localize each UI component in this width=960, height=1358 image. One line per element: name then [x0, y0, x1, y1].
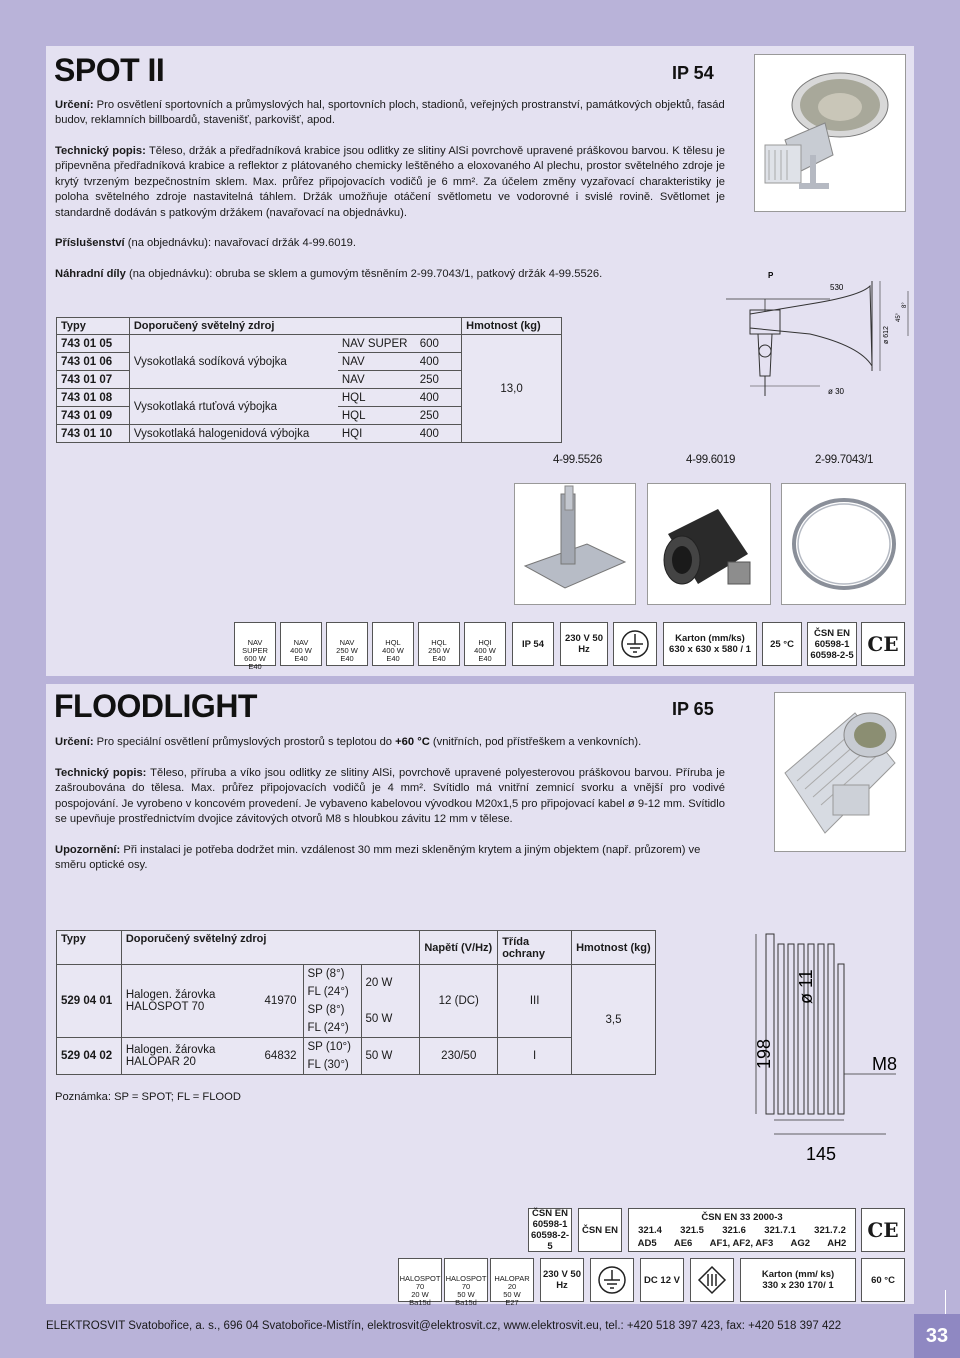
lamp-icon: NAV 250 W E40 — [326, 622, 368, 666]
table-row-lamp: NAV — [338, 371, 416, 389]
spot-th-hmotnost: Hmotnost (kg) — [462, 318, 562, 335]
norm3-title: ČSN EN 33 2000-3 — [701, 1212, 783, 1223]
norm-box-2: ČSN EN — [578, 1208, 622, 1252]
ce-mark-icon: CE — [861, 622, 905, 666]
flood-popis-label: Technický popis: — [55, 767, 147, 779]
table-row-code: 743 01 08 — [57, 389, 130, 407]
spot-table — [56, 317, 562, 443]
page-divider — [945, 1290, 946, 1314]
spot-prisl-label: Příslušenství — [55, 237, 125, 249]
table-row-w: 250 — [416, 371, 462, 389]
dim-11: ø 11 — [796, 969, 816, 1004]
footer-contact: ELEKTROSVIT Svatobořice, a. s., 696 04 Svatobořice-Mistřín, elektrosvit@elektrosvit.cz, www.elektrosvit.eu, tel.: +420 518 397 423, fax: +420 518 397 422 — [46, 1320, 842, 1332]
norm3-val: AD5 — [637, 1238, 657, 1249]
flood-th-trida: Třída ochrany — [498, 931, 572, 965]
flood-row2-src: Halogen. žárovka HALOPAR 20 — [125, 1044, 216, 1068]
beam-label: FL (24°) — [307, 986, 349, 998]
lamp-icon: HALOPAR 20 50 W E27 — [490, 1258, 534, 1302]
table-row-code: 743 01 06 — [57, 353, 130, 371]
flood-row1-volt: 12 (DC) — [420, 965, 498, 1038]
dim-8: 8° — [902, 302, 908, 308]
norm3-code: 321.6 — [722, 1225, 746, 1236]
flood-upoz-text: Při instalaci je potřeba dodržet min. vzdálenost 30 mm mezi skleněným krytem a jiným objektem (např. průzorem) ve směru optické osy. — [55, 844, 701, 872]
spot-title: SPOT II — [54, 52, 165, 88]
norm3-code: 321.7.2 — [814, 1225, 846, 1236]
spot-product-photo — [754, 54, 906, 212]
table-row-code: 743 01 09 — [57, 407, 130, 425]
table-row-code: 743 01 07 — [57, 371, 130, 389]
flood-row1-class: III — [498, 965, 572, 1038]
norm3-val: AG2 — [790, 1238, 811, 1249]
dim-p: P — [768, 271, 774, 280]
ce-mark-icon: CE — [861, 1208, 905, 1252]
dim-145: 145 — [806, 1144, 837, 1164]
lamp-icon: NAV 400 W E40 — [280, 622, 322, 666]
lamp-icon: HALOSPOT 70 20 W Ba15d — [398, 1258, 442, 1302]
flood-th-typy: Typy — [57, 931, 122, 965]
flood-row2-class: I — [498, 1038, 572, 1075]
beam-label: FL (24°) — [307, 1022, 349, 1034]
norm3-code: 321.5 — [680, 1225, 704, 1236]
lamp-icon: HALOSPOT 70 50 W Ba15d — [444, 1258, 488, 1302]
table-row-lamp: NAV — [338, 353, 416, 371]
flood-weight: 3,5 — [572, 965, 656, 1075]
karton-box: Karton (mm/ ks) 330 x 230 170/ 1 — [740, 1258, 856, 1302]
table-row-lamp: HQI — [338, 425, 416, 443]
flood-panel — [46, 684, 914, 1307]
temp-box: 60 °C — [861, 1258, 905, 1302]
flood-th-zdroj: Doporučený světelný zdroj — [121, 931, 419, 965]
temp-box: 25 °C — [762, 622, 802, 666]
dim-530: 530 — [830, 283, 844, 292]
acc-label-1: 4-99.5526 — [553, 454, 603, 466]
spot-prisl-text: (na objednávku): navařovací držák 4-99.6019. — [124, 237, 357, 249]
beam-label: FL (30°) — [307, 1059, 349, 1071]
spot-nd-text: (na objednávku): obruba se sklem a gumovým těsněním 2-99.7043/1, patkový držák 4-99.5526. — [125, 268, 603, 280]
flood-row1-num: 41970 — [264, 995, 297, 1007]
acc-photo-patkovy-drzak — [514, 483, 636, 605]
voltage-box: 230 V 50 Hz — [560, 622, 608, 666]
lamp-icon: HQL 400 W E40 — [372, 622, 414, 666]
ground-icon — [590, 1258, 634, 1302]
watt-label: 50 W — [365, 1013, 393, 1025]
flood-th-hmotnost: Hmotnost (kg) — [572, 931, 656, 965]
spot-popis-label: Technický popis: — [55, 145, 146, 157]
spot-th-zdroj: Doporučený světelný zdroj — [129, 318, 461, 335]
lamp-icon: HQI 400 W E40 — [464, 622, 506, 666]
acc-photo-obruba — [781, 483, 906, 605]
spot-panel — [46, 46, 914, 676]
flood-urceni-tail: (vnitřních, pod přístřeškem a venkovních). — [429, 736, 642, 748]
spot-ip-rating: IP 54 — [672, 63, 714, 83]
flood-urceni-temp: +60 °C — [395, 736, 430, 748]
flood-urceni-label: Určení: — [55, 736, 94, 748]
norm3-code: 321.7.1 — [764, 1225, 796, 1236]
karton-box: Karton (mm/ks) 630 x 630 x 580 / 1 — [663, 622, 757, 666]
flood-product-photo — [774, 692, 906, 852]
watt-label: 50 W — [361, 1038, 420, 1075]
spot-dimension-drawing — [720, 266, 910, 406]
flood-table — [56, 930, 656, 1075]
spot-weight: 13,0 — [462, 335, 562, 443]
acc-label-2: 4-99.6019 — [686, 454, 736, 466]
flood-upoz-label: Upozornění: — [55, 844, 121, 856]
spot-urceni-text: Pro osvětlení sportovních a průmyslových hal, sportovních ploch, stadionů, veřejných prostranství, památkových objektů, fasád budov, reklamních billboardů, stavenišť, parkovišť, apod. — [55, 99, 725, 127]
norm-box: ČSN EN 60598-1 60598-2-5 — [807, 622, 857, 666]
source-halogen: Vysokotlaká halogenidová výbojka — [129, 425, 337, 443]
beam-label: SP (8°) — [307, 968, 345, 980]
dim-m8: M8 — [872, 1054, 898, 1074]
table-row-w: 400 — [416, 389, 462, 407]
voltage-box: 230 V 50 Hz — [540, 1258, 584, 1302]
table-row-w: 400 — [416, 425, 462, 443]
table-row-code: 743 01 10 — [57, 425, 130, 443]
table-row-lamp: NAV SUPER — [338, 335, 416, 353]
dim-45: 45° — [896, 312, 902, 322]
beam-label: SP (8°) — [307, 1004, 345, 1016]
class-iii-icon — [690, 1258, 734, 1302]
flood-title: FLOODLIGHT — [54, 688, 257, 724]
flood-row2-num: 64832 — [264, 1050, 297, 1062]
flood-row1-src: Halogen. žárovka HALOSPOT 70 — [125, 989, 216, 1013]
beam-label: SP (10°) — [307, 1041, 351, 1053]
lamp-icon: HQL 250 W E40 — [418, 622, 460, 666]
flood-popis-text: Těleso, příruba a víko jsou odlitky ze slitiny AlSi, povrchově upravené polyesterovou práškovou barvou. Příruba je zašroubována do tělesa. Max. průřez připojovacích vodičů je 4 mm². Svítidlo má vnitřní zemnicí svorku a vnější pro vodivé pospojování. Je vyrobeno v koncovém provedení. Je vybaveno kabelovou vývodkou M20x1,5 pro připojovací kabel ø 9-12 mm. Svítidlo se upevňuje prostřednictvím dvojice závitových otvorů M8 s hloubkou závitu 12 mm v tělese. — [55, 767, 725, 826]
spot-popis-text: Těleso, držák a předřadníková krabice jsou odlitky ze slitiny AlSi povrchově upravené práškovou barvou. K tělesu je připevněna předřadníková krabice a reflektor z plátovaného chemicky leštěného a eloxovaného Al plechu, prostor světelného zdroje je krytý tvrzeným bezpečnostním sklem. Max. průřez připojovacích vodičů je 6 mm². Za účelem změny vyzařovací charakteristiky je poloha světelného zdroje nastavitelná táhlem. Držák umožňuje otáčení světlometu ve vodorovné i svislé rovině. Světlomet je standardně dodáván s patkovým držákem (navařovací na objednávku). — [55, 145, 726, 219]
ip-box: IP 54 — [512, 622, 554, 666]
flood-dimension-drawing — [696, 924, 910, 1164]
source-mercury: Vysokotlaká rtuťová výbojka — [129, 389, 337, 425]
table-row-lamp: HQL — [338, 407, 416, 425]
dim-30: ø 30 — [828, 387, 845, 396]
norm-box-3 — [628, 1208, 856, 1252]
spot-th-typy: Typy — [57, 318, 130, 335]
flood-row1-code: 529 04 01 — [57, 965, 122, 1038]
acc-label-3: 2-99.7043/1 — [815, 454, 874, 466]
norm3-code: 321.4 — [638, 1225, 662, 1236]
table-row-w: 250 — [416, 407, 462, 425]
table-row-w: 400 — [416, 353, 462, 371]
watt-label: 20 W — [365, 977, 393, 989]
flood-row2-volt: 230/50 — [420, 1038, 498, 1075]
norm3-val: AE6 — [673, 1238, 693, 1249]
flood-note: Poznámka: SP = SPOT; FL = FLOOD — [55, 1091, 241, 1103]
spot-nd-label: Náhradní díly — [55, 268, 126, 280]
table-row-w: 600 — [416, 335, 462, 353]
lamp-icon: NAV SUPER 600 W E40 — [234, 622, 276, 666]
dim-198: 198 — [754, 1038, 774, 1069]
flood-ip-rating: IP 65 — [672, 699, 714, 719]
norm3-val: AH2 — [827, 1238, 847, 1249]
flood-urceni-text: Pro speciální osvětlení průmyslových prostorů s teplotou do — [93, 736, 396, 748]
dc-box: DC 12 V — [640, 1258, 684, 1302]
flood-row2-code: 529 04 02 — [57, 1038, 122, 1075]
ground-icon — [613, 622, 657, 666]
norm-box-1: ČSN EN 60598-1 60598-2-5 — [528, 1208, 572, 1252]
table-row-lamp: HQL — [338, 389, 416, 407]
dim-612: ø 612 — [883, 326, 890, 344]
source-sodium: Vysokotlaká sodíková výbojka — [129, 335, 337, 389]
flood-th-napeti: Napětí (V/Hz) — [420, 931, 498, 965]
acc-photo-navarovaci-drzak — [647, 483, 771, 605]
norm3-val: AF1, AF2, AF3 — [709, 1238, 774, 1249]
page-number: 33 — [914, 1314, 960, 1358]
spot-urceni-label: Určení: — [55, 99, 94, 111]
table-row-code: 743 01 05 — [57, 335, 130, 353]
